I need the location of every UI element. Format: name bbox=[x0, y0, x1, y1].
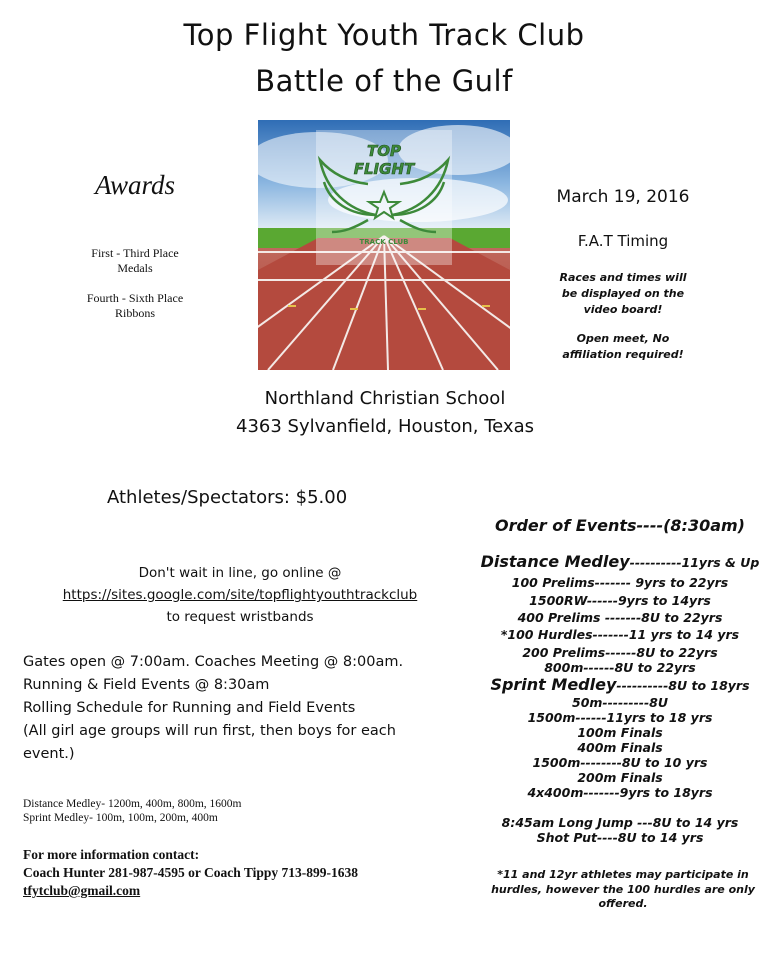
timing-label: F.A.T Timing bbox=[577, 232, 669, 250]
awards-line: First - Third Place bbox=[91, 246, 179, 260]
note-line: video board! bbox=[583, 303, 663, 316]
track-illustration bbox=[258, 120, 510, 370]
online-line1: Don't wait in line, go online @ bbox=[138, 565, 342, 581]
event-item: Shot Put----8U to 14 yrs bbox=[536, 830, 704, 845]
track-photo bbox=[258, 120, 510, 370]
event-item: 4x400m-------9yrs to 18yrs bbox=[527, 785, 713, 800]
schedule-line: Running & Field Events @ 8:30am bbox=[23, 677, 270, 693]
page-title: Top Flight Youth Track Club bbox=[183, 18, 585, 52]
event-sprint-medley bbox=[470, 677, 768, 693]
event-item: 400m Finals bbox=[577, 740, 663, 755]
awards-heading: Awards bbox=[94, 170, 176, 200]
hurdles-footnote bbox=[478, 868, 768, 912]
event-item: 800m------8U to 22yrs bbox=[544, 660, 696, 675]
awards-line: Fourth - Sixth Place bbox=[86, 291, 184, 305]
event-item: 400 Prelims -------8U to 22yrs bbox=[517, 610, 723, 625]
event-name: Sprint Medley bbox=[490, 675, 617, 694]
online-line3: to request wristbands bbox=[166, 609, 314, 625]
medley-line: Distance Medley- 1200m, 400m, 800m, 1600m bbox=[23, 798, 242, 810]
events-heading: Order of Events----(8:30am) bbox=[494, 516, 745, 535]
event-detail: ----------8U to 18yrs bbox=[616, 678, 750, 693]
contact-coaches: Coach Hunter 281-987-4595 or Coach Tippy 713-899-1638 bbox=[23, 865, 359, 880]
event-date: March 19, 2016 bbox=[556, 187, 690, 207]
video-board-note bbox=[535, 270, 711, 318]
event-item: 8:45am Long Jump ---8U to 14 yrs bbox=[501, 815, 739, 830]
event-item: 50m---------8U bbox=[572, 695, 668, 710]
admission-price: Athletes/Spectators: $5.00 bbox=[107, 487, 348, 508]
schedule-line: event.) bbox=[23, 746, 75, 762]
event-item: 1500RW------9yrs to 14yrs bbox=[529, 593, 711, 608]
event-item: 200m Finals bbox=[577, 770, 663, 785]
schedule-line: Gates open @ 7:00am. Coaches Meeting @ 8:00am. bbox=[23, 654, 404, 670]
event-detail: ----------11yrs & Up bbox=[629, 555, 760, 570]
contact-block bbox=[23, 846, 358, 900]
awards-first-third bbox=[60, 246, 210, 276]
event-item: *100 Hurdles-------11 yrs to 14 yrs bbox=[500, 627, 740, 642]
medley-line: Sprint Medley- 100m, 100m, 200m, 400m bbox=[23, 812, 218, 824]
footnote-line: offered. bbox=[598, 897, 648, 910]
medley-details bbox=[23, 797, 241, 825]
footnote-line: *11 and 12yr athletes may participate in bbox=[497, 868, 749, 881]
event-name: Distance Medley bbox=[480, 552, 630, 571]
open-meet-note bbox=[535, 331, 711, 363]
logo-text-top: TOP bbox=[367, 142, 401, 160]
note-line: be displayed on the bbox=[561, 287, 685, 300]
contact-email[interactable]: tfytclub@gmail.com bbox=[23, 883, 141, 898]
note-line: affiliation required! bbox=[562, 348, 684, 361]
logo-text-flight: FLIGHT bbox=[353, 160, 415, 178]
venue-address: 4363 Sylvanfield, Houston, Texas bbox=[236, 416, 534, 437]
event-item: 100 Prelims------- 9yrs to 22yrs bbox=[511, 575, 729, 590]
awards-line: Medals bbox=[117, 261, 153, 275]
venue-name: Northland Christian School bbox=[264, 388, 506, 409]
awards-line: Ribbons bbox=[114, 306, 155, 320]
note-line: Open meet, No bbox=[576, 332, 670, 345]
logo-text-trackclub: TRACK CLUB bbox=[359, 238, 409, 246]
event-distance-medley bbox=[470, 554, 768, 570]
event-item: 1500m--------8U to 10 yrs bbox=[532, 755, 708, 770]
page-subtitle: Battle of the Gulf bbox=[255, 64, 513, 98]
contact-heading: For more information contact: bbox=[23, 847, 200, 862]
event-item: 1500m------11yrs to 18 yrs bbox=[527, 710, 713, 725]
schedule-line: (All girl age groups will run first, then boys for each bbox=[23, 723, 396, 739]
event-item: 100m Finals bbox=[577, 725, 663, 740]
note-line: Races and times will bbox=[559, 271, 687, 284]
awards-fourth-sixth bbox=[60, 291, 210, 321]
event-item: 200 Prelims------8U to 22yrs bbox=[522, 645, 718, 660]
footnote-line: hurdles, however the 100 hurdles are only bbox=[491, 882, 755, 896]
schedule-line: Rolling Schedule for Running and Field Events bbox=[23, 700, 356, 716]
wristband-link[interactable]: https://sites.google.com/site/topflightyouthtrackclub bbox=[62, 587, 418, 603]
